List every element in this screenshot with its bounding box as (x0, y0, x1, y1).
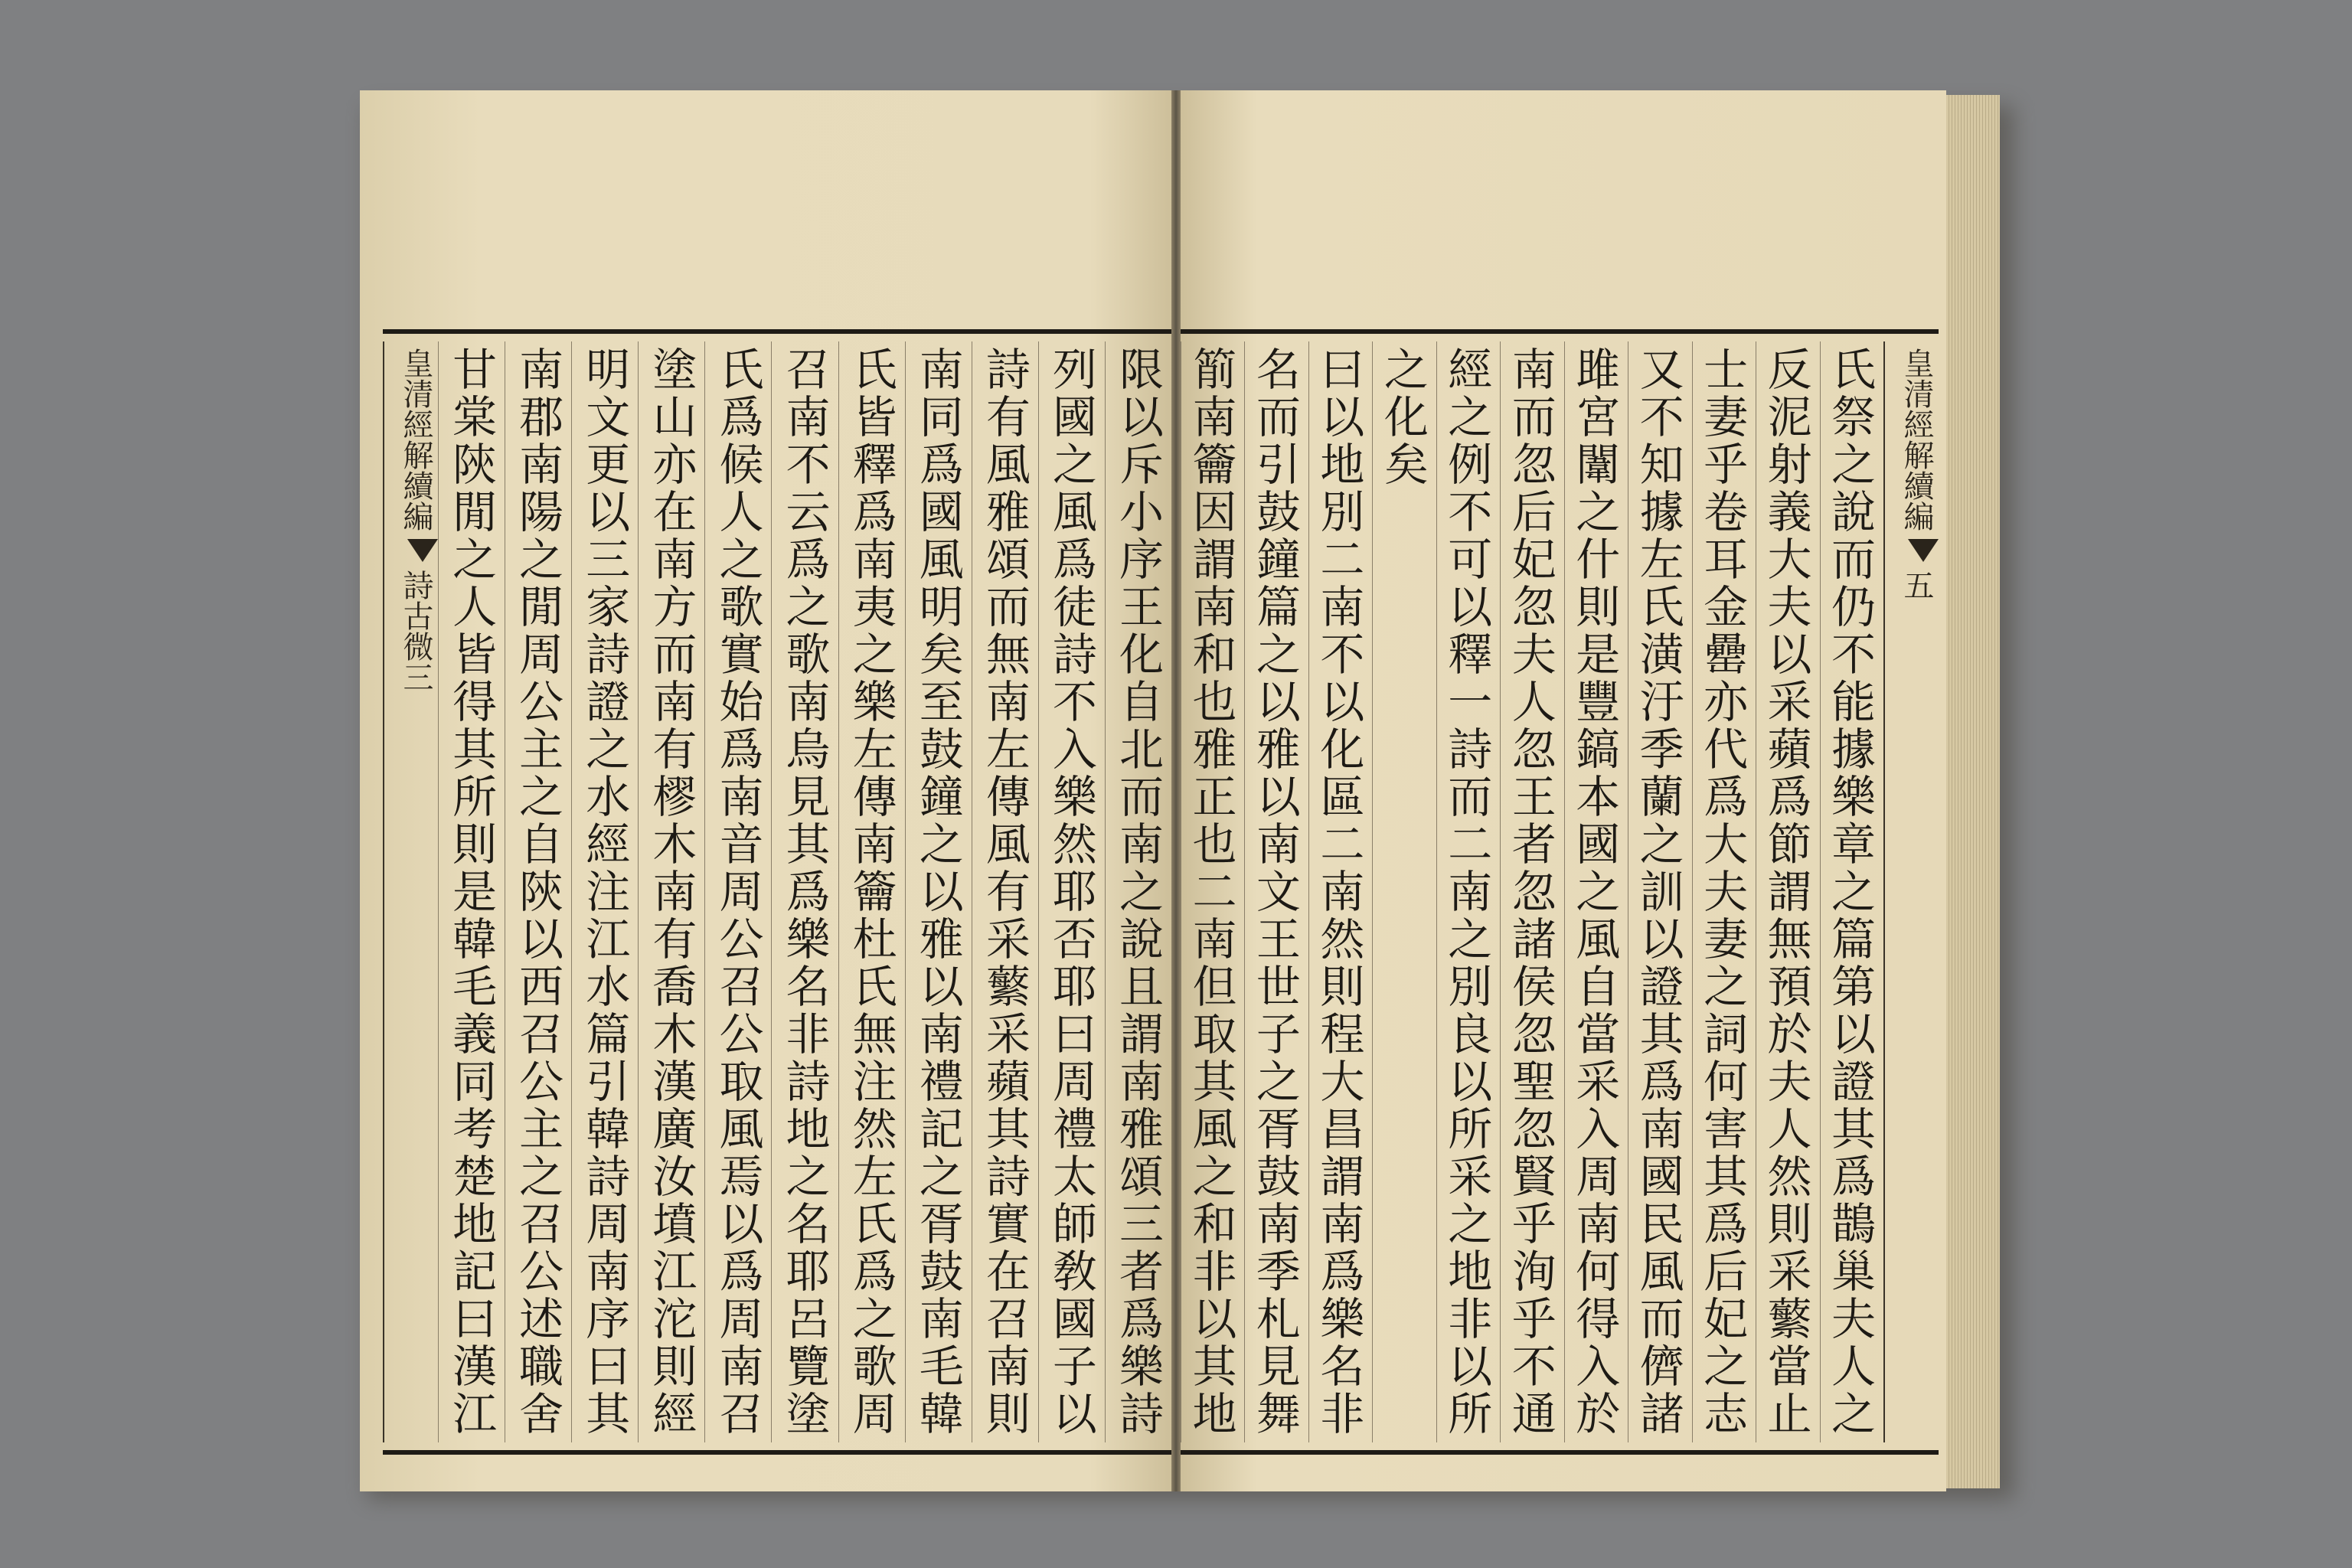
right-page-margin (1883, 341, 1939, 1442)
open-book (360, 90, 2014, 1491)
text-column: 南同爲國風明矣至鼓鐘之以雅以南禮記之胥鼓南毛韓 (905, 341, 972, 1442)
left-page (360, 90, 1171, 1491)
text-column: 曰以地別二南不以化區二南然則程大昌謂南爲樂名非 (1308, 341, 1372, 1442)
fishtail-mark-icon (1908, 539, 1939, 562)
text-column: 南而忽后妃忽夫人忽王者忽諸侯忽聖忽賢乎洵乎不通 (1500, 341, 1563, 1442)
text-column: 經之例不可以釋一詩而二南之別良以所采之地非以所 (1436, 341, 1500, 1442)
book-title: 皇清經解續編 (1899, 348, 1934, 531)
book-gutter (1171, 90, 1181, 1491)
text-column: 又不知據左氏潢汙季蘭之訓以證其爲南國民風而儕諸 (1628, 341, 1691, 1442)
right-page (1181, 90, 1946, 1491)
book-title: 皇清經解續編 (397, 348, 433, 531)
text-column: 氏爲候人之歌實始爲南音周公召公取風焉以爲周南召 (704, 341, 771, 1442)
left-text-frame (383, 329, 1171, 1455)
left-columns (383, 341, 1171, 1442)
text-column: 列國之風爲徒詩不入樂然耶否耶曰周禮太師敎國子以 (1038, 341, 1105, 1442)
page-edges (1946, 95, 2000, 1488)
text-column: 反泥射義大夫以采蘋爲節謂無預於夫人然則采蘩當止 (1756, 341, 1819, 1442)
text-column: 限以斥小序王化自北而南之說且謂南雅頌三者爲樂詩 (1105, 341, 1171, 1442)
right-columns (1181, 341, 1939, 1442)
text-column: 甘棠陝閒之人皆得其所則是韓毛義同考楚地記曰漢江 (438, 341, 505, 1442)
text-column: 詩有風雅頌而無南左傳風有采蘩采蘋其詩實在召南則 (972, 341, 1038, 1442)
right-text-frame (1181, 329, 1939, 1455)
text-column: 名而引鼓鐘篇之以雅以南文王世子之胥鼓南季札見舞 (1244, 341, 1308, 1442)
text-column: 之化矣 (1372, 341, 1436, 1442)
text-column: 明文更以三家詩證之水經注江水篇引韓詩周南序曰其 (571, 341, 638, 1442)
text-column: 召南不云爲之歌南烏見其爲樂名非詩地之名耶呂覽塗 (771, 341, 838, 1442)
fishtail-mark-icon (407, 539, 438, 562)
text-column: 氏皆釋爲南夷之樂左傳南籥杜氏無注然左氏爲之歌周 (838, 341, 905, 1442)
text-column: 塗山亦在南方而南有樛木南有喬木漢廣汝墳江沱則經 (638, 341, 704, 1442)
left-page-margin (383, 341, 438, 1442)
text-column: 雎宮闈之什則是豐鎬本國之風自當采入周南何得入於 (1564, 341, 1628, 1442)
leaf-number: 五 (1899, 570, 1934, 600)
section-title: 詩古微三 (397, 570, 433, 692)
text-column: 氏祭之說而仍不能據樂章之篇第以證其爲鵲巢夫人之 (1820, 341, 1883, 1442)
text-column: 南郡南陽之閒周公主之自陝以西召公主之召公述職舍 (505, 341, 571, 1442)
text-column: 士妻乎卷耳金罍亦代爲大夫妻之詞何害其爲后妃之志 (1692, 341, 1756, 1442)
text-column: 箾南籥因謂南和也雅正也二南但取其風之和非以其地 (1181, 341, 1244, 1442)
